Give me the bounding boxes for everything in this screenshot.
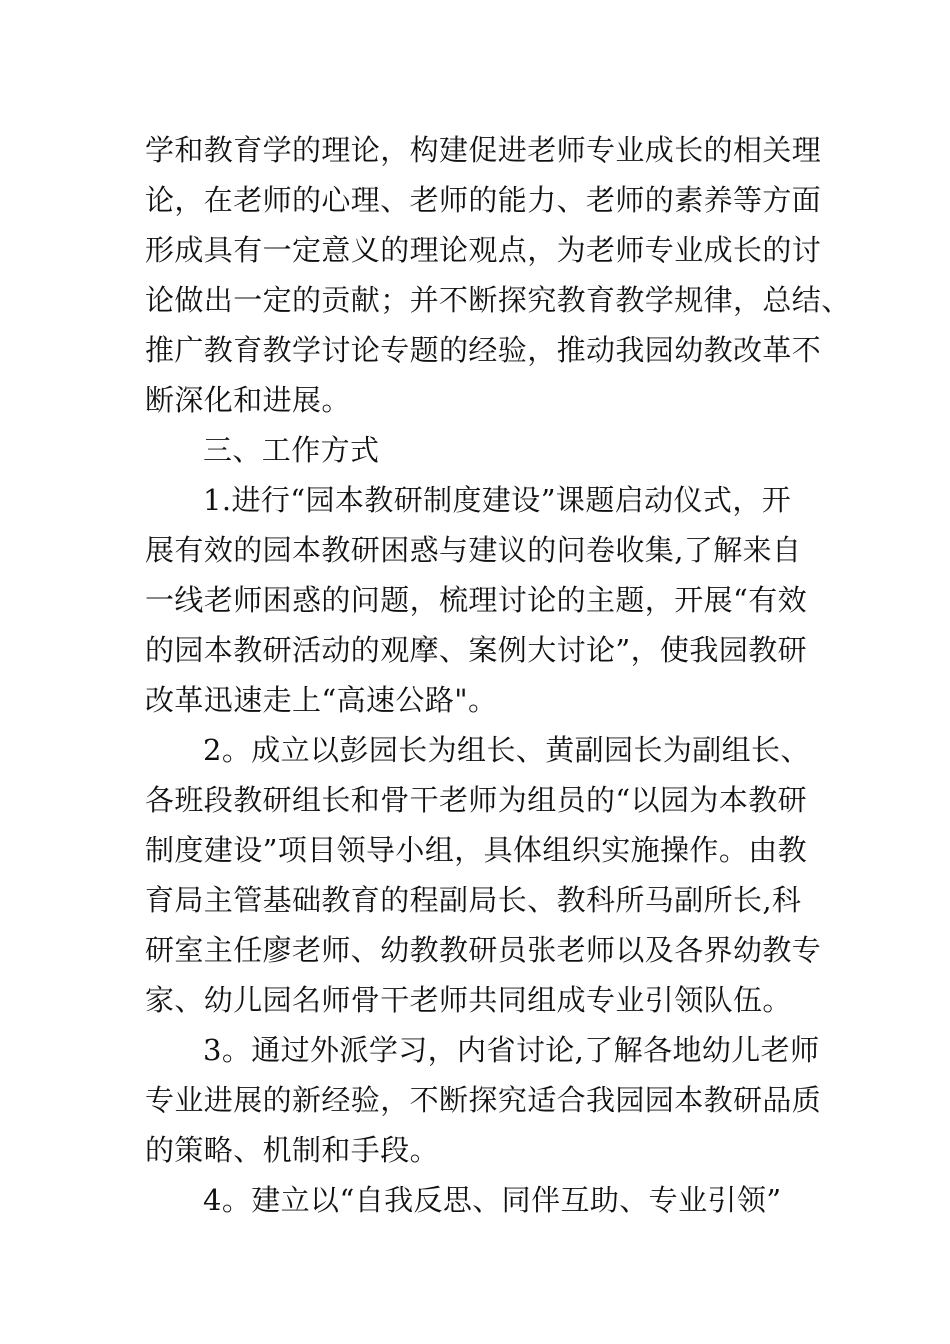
text-line: 研室主任廖老师、幼教教研员张老师以及各界幼教专 [145, 933, 822, 967]
text-line: 论，在老师的心理、老师的能力、老师的素养等方面 [145, 183, 822, 217]
text-line: 制度建设”项目领导小组，具体组织实施操作。由教 [145, 833, 808, 867]
text-line: 断深化和进展。 [145, 383, 351, 417]
text-line: 2。成立以彭园长为组长、黄副园长为副组长、 [203, 733, 810, 767]
text-line: 改革迅速走上“高速公路"。 [145, 683, 498, 717]
text-line: 学和教育学的理论，构建促进老师专业成长的相关理 [145, 133, 822, 167]
text-line: 论做出一定的贡献；并不断探究教育教学规律，总结、 [145, 283, 851, 317]
text-line: 4。建立以“自我反思、同伴互助、专业引领” [203, 1183, 782, 1217]
text-line: 推广教育教学讨论专题的经验，推动我园幼教改革不 [145, 333, 822, 367]
text-line: 形成具有一定意义的理论观点，为老师专业成长的讨 [145, 233, 822, 267]
text-line: 1.进行“园本教研制度建设”课题启动仪式，开 [203, 483, 792, 517]
text-line: 的策略、机制和手段。 [145, 1133, 440, 1167]
section-heading: 三、工作方式 [203, 433, 380, 467]
text-line: 的园本教研活动的观摩、案例大讨论”，使我园教研 [145, 633, 808, 667]
text-line: 家、幼儿园名师骨干老师共同组成专业引领队伍。 [145, 983, 792, 1017]
text-line: 专业进展的新经验，不断探究适合我园园本教研品质 [145, 1083, 822, 1117]
text-line: 各班段教研组长和骨干老师为组员的“以园为本教研 [145, 783, 808, 817]
text-line: 3。通过外派学习，内省讨论,了解各地幼儿老师 [203, 1033, 820, 1067]
text-line: 育局主管基础教育的程副局长、教科所马副所长,科 [145, 883, 802, 917]
text-line: 一线老师困惑的问题，梳理讨论的主题，开展“有效 [145, 583, 808, 617]
text-line: 展有效的园本教研困惑与建议的问卷收集,了解来自 [145, 533, 802, 567]
